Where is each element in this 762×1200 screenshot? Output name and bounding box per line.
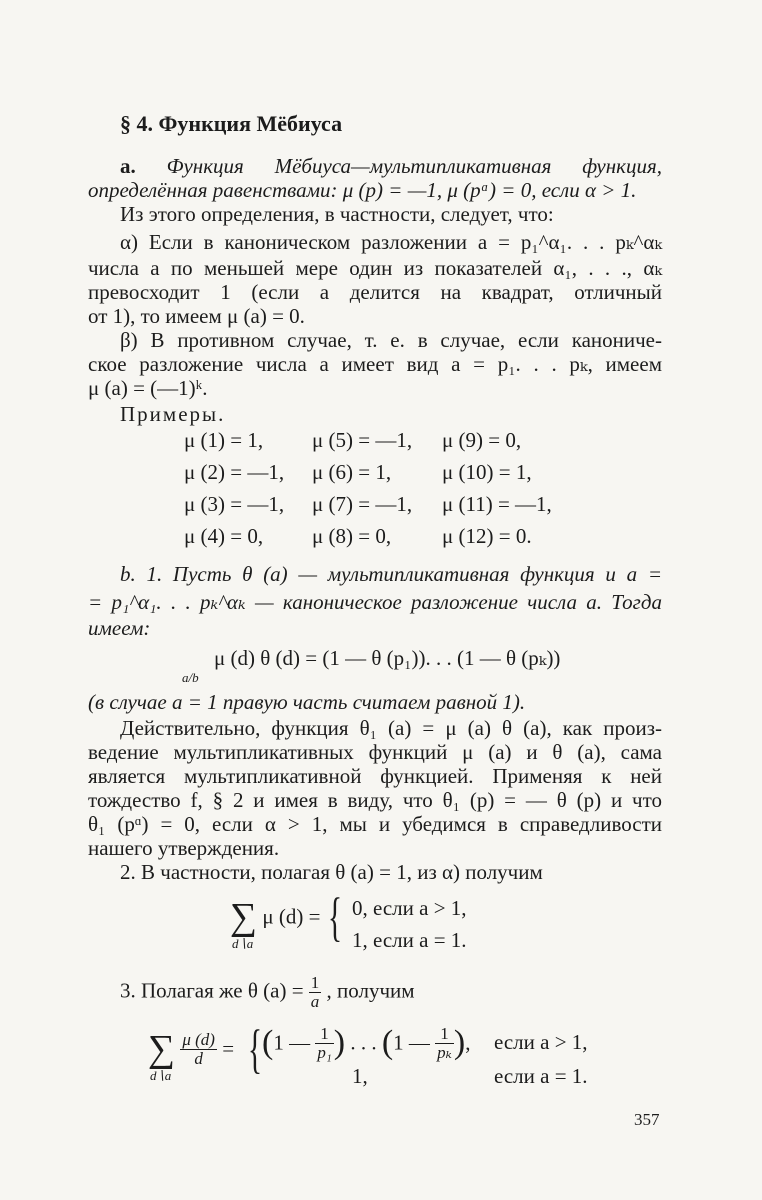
- beta-line2: ское разложение числа a имеет вид a = p₁. . . pₖ, имеем: [88, 352, 662, 376]
- example-cell: μ (11) = —1,: [442, 492, 552, 516]
- item3-case1-cond: если a > 1,: [494, 1030, 588, 1054]
- sum-sign: ∑: [230, 896, 258, 938]
- case1-frac2: $\frac{1}{\text{pₖ}}$: [437, 1023, 452, 1062]
- example-cell: μ (9) = 0,: [442, 428, 522, 452]
- b1-line3: имеем:: [88, 616, 151, 640]
- example-cell: μ (4) = 0,: [184, 524, 264, 548]
- proof-line4: тождество f, § 2 и имея в виду, что θ₁ (p) = — θ (p) и что: [88, 788, 662, 812]
- b1-note: (в случае a = 1 правую часть считаем равной 1).: [88, 690, 526, 714]
- item3-fraction: $\frac{1}{a}$: [310, 973, 320, 1011]
- sum-sign: ∑: [148, 1028, 176, 1070]
- beta-line1: β) В противном случае, т. е. в случае, если канониче-: [120, 328, 662, 352]
- example-cell: μ (10) = 1,: [442, 460, 532, 484]
- para-a-line3: Из этого определения, в частности, следует, что:: [120, 202, 554, 226]
- alpha-line2: числа a по меньшей мере один из показателей α₁, . . ., αₖ: [88, 256, 662, 280]
- example-cell: μ (5) = —1,: [312, 428, 413, 452]
- b1-line1: b. 1. Пусть θ (a) — мультипликативная функция и a =: [120, 562, 662, 586]
- item3-sum-sub: d∖a: [150, 1068, 172, 1083]
- example-cell: μ (7) = —1,: [312, 492, 413, 516]
- item2-formula: [230, 898, 320, 936]
- example-cell: μ (8) = 0,: [312, 524, 392, 548]
- item2-sum-sub: d∖a: [232, 936, 254, 951]
- proof-line6: нашего утверждения.: [88, 836, 280, 860]
- equals-sign: =: [222, 1036, 235, 1061]
- proof-line2: ведение мультипликативных функций μ (a) и θ (a), сама: [88, 740, 662, 764]
- para-a-line1: [120, 154, 662, 178]
- alpha-line1: α) Если в каноническом разложении a = p₁^α₁. . . pₖ^αₖ: [120, 230, 662, 254]
- para-a-line2: определённая равенствами: μ (p) = —1, μ (pᵅ) = 0, если α > 1.: [88, 178, 637, 202]
- item3-brace: {: [247, 1019, 263, 1079]
- para-a-label: а.: [120, 154, 136, 178]
- proof-line5: θ₁ (pᵅ) = 0, если α > 1, мы и убедимся в справедливости: [88, 812, 662, 836]
- beta-line3: μ (a) = (—1)ᵏ.: [88, 376, 208, 400]
- example-cell: μ (6) = 1,: [312, 460, 392, 484]
- alpha-line4: от 1), то имеем μ (a) = 0.: [88, 304, 305, 328]
- case1-frac1: $\frac{1}{\text{p₁}}$: [317, 1023, 332, 1062]
- example-cell: μ (1) = 1,: [184, 428, 264, 452]
- example-cell: μ (2) = —1,: [184, 460, 285, 484]
- page-number: 357: [634, 1110, 660, 1129]
- item3-text-before: 3. Полагая же θ (a) =: [120, 978, 304, 1003]
- item3-case1: (1 — $\frac{1}{\text{p₁}}$ ) . . . (1 — $\frac{1}{\text{pₖ}}$ ),: [262, 1023, 471, 1062]
- b1-formula-sub: a/b: [182, 670, 199, 685]
- alpha-line3: превосходит 1 (если a делится на квадрат, отличный: [88, 280, 662, 304]
- para-a-line1-text: Функция Мёбиуса—мультипликативная функция,: [166, 154, 662, 178]
- proof-line3: является мультипликативной функцией. Применяя к ней: [88, 764, 662, 788]
- example-cell: μ (3) = —1,: [184, 492, 285, 516]
- item3-lhs: [148, 1030, 234, 1068]
- examples-label: Примеры.: [120, 402, 226, 426]
- section-heading: § 4. Функция Мёбиуса: [120, 111, 343, 136]
- item2-brace: {: [327, 887, 343, 947]
- item3-lhs-fraction: $\frac{\mu (d)}{d}$: [182, 1029, 215, 1068]
- item2-case1: 0, если a > 1,: [352, 896, 467, 920]
- b1-line2: = p₁^α₁. . . pₖ^αₖ — каноническое разложение числа a. Тогда: [88, 590, 662, 614]
- item3-text-after: , получим: [326, 978, 415, 1003]
- item2-lhs: μ (d) =: [262, 904, 321, 929]
- example-cell: μ (12) = 0.: [442, 524, 532, 548]
- item2-case2: 1, если a = 1.: [352, 928, 467, 952]
- item3-case2-val: 1,: [352, 1064, 368, 1088]
- proof-line1: Действительно, функция θ₁ (a) = μ (a) θ (a), как произ-: [120, 716, 662, 740]
- item3-intro: [120, 974, 415, 1011]
- item3-case2-cond: если a = 1.: [494, 1064, 588, 1088]
- item2-text: 2. В частности, полагая θ (a) = 1, из α) получим: [120, 860, 543, 884]
- b1-formula: μ (d) θ (d) = (1 — θ (p₁)). . . (1 — θ (pₖ)): [214, 646, 561, 670]
